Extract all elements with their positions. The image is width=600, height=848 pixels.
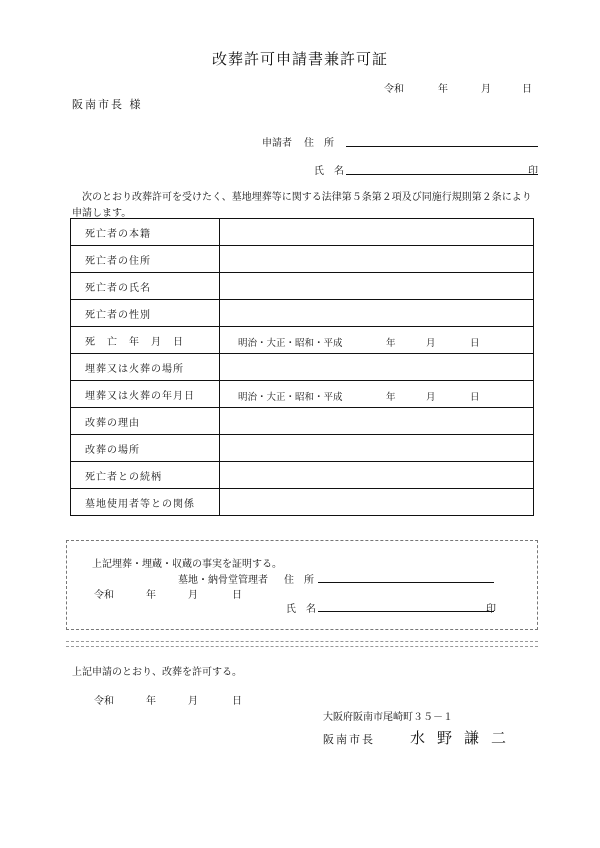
certification-statement: 上記埋葬・埋蔵・収蔵の事実を証明する。 [92, 559, 282, 570]
applicant-address-label: 住 所 [304, 138, 334, 149]
manager-address-label: 住 所 [284, 575, 314, 586]
table-row [71, 219, 534, 246]
mayor-title: 阪南市長 [323, 733, 375, 746]
row-value-cell[interactable] [220, 489, 534, 516]
row-label: 改葬の場所 [71, 435, 220, 462]
manager-address-field[interactable] [318, 582, 494, 583]
row-value-cell[interactable] [220, 327, 534, 354]
row-label: 改葬の理由 [71, 408, 220, 435]
year-label: 年 [386, 392, 396, 403]
mayor-name: 水野謙二 [410, 729, 519, 747]
row-label: 死亡者の氏名 [71, 273, 220, 300]
row-value-cell[interactable] [220, 273, 534, 300]
permit-date-year: 年 [146, 696, 156, 707]
permit-date-day: 日 [232, 696, 242, 707]
cut-line [66, 641, 538, 647]
applicant-label: 申請者 [262, 138, 292, 149]
row-label: 死亡者の性別 [71, 300, 220, 327]
row-label: 死 亡 年 月 日 [71, 327, 220, 354]
applicant-seal: 印 [528, 166, 538, 177]
cert-date-era: 令和 [94, 590, 114, 601]
cert-date-year: 年 [146, 590, 156, 601]
cert-date-month: 月 [188, 590, 198, 601]
row-value-cell[interactable] [220, 408, 534, 435]
month-label: 月 [426, 338, 436, 349]
table-row [71, 489, 534, 516]
row-value-cell[interactable] [220, 246, 534, 273]
table-row [71, 354, 534, 381]
row-value-cell[interactable] [220, 381, 534, 408]
row-value-cell[interactable] [220, 219, 534, 246]
manager-seal: 印 [486, 604, 496, 615]
row-label: 墓地使用者等との関係 [71, 489, 220, 516]
table-row [71, 381, 534, 408]
manager-name-label: 氏 名 [286, 604, 316, 615]
era-options: 明治・大正・昭和・平成 [238, 338, 343, 349]
day-label: 日 [470, 338, 480, 349]
date-month: 月 [481, 84, 491, 95]
month-label: 月 [426, 392, 436, 403]
cert-date-day: 日 [232, 590, 242, 601]
manager-label: 墓地・納骨堂管理者 [178, 575, 268, 586]
row-label: 死亡者の住所 [71, 246, 220, 273]
year-label: 年 [386, 338, 396, 349]
applicant-address-field[interactable] [346, 146, 538, 147]
applicant-name-field[interactable] [346, 174, 538, 175]
table-row [71, 246, 534, 273]
row-label: 埋葬又は火葬の場所 [71, 354, 220, 381]
permission-statement: 上記申請のとおり、改葬を許可する。 [72, 667, 242, 678]
office-address: 大阪府阪南市尾崎町３５－１ [323, 712, 453, 723]
application-statement: 次のとおり改葬許可を受けたく、墓地埋葬等に関する法律第５条第２項及び同施行規則第２条により申請します。 [72, 192, 532, 219]
row-label: 埋葬又は火葬の年月日 [71, 381, 220, 408]
row-label: 死亡者との続柄 [71, 462, 220, 489]
table-row [71, 462, 534, 489]
form-title: 改葬許可申請書兼許可証 [211, 50, 388, 68]
date-era: 令和 [384, 84, 404, 95]
application-table [70, 218, 534, 516]
date-day: 日 [522, 84, 532, 95]
row-value-cell[interactable] [220, 435, 534, 462]
manager-name-field[interactable] [318, 611, 494, 612]
table-row [71, 408, 534, 435]
row-value-cell[interactable] [220, 354, 534, 381]
addressee: 阪南市長 様 [72, 98, 143, 111]
row-value-cell[interactable] [220, 300, 534, 327]
permit-date-month: 月 [188, 696, 198, 707]
row-value-cell[interactable] [220, 462, 534, 489]
era-options: 明治・大正・昭和・平成 [238, 392, 343, 403]
row-label: 死亡者の本籍 [71, 219, 220, 246]
table-row [71, 435, 534, 462]
date-year: 年 [438, 84, 448, 95]
table-row [71, 300, 534, 327]
applicant-name-label: 氏 名 [314, 166, 344, 177]
table-row [71, 327, 534, 354]
permit-date-era: 令和 [94, 696, 114, 707]
table-row [71, 273, 534, 300]
day-label: 日 [470, 392, 480, 403]
